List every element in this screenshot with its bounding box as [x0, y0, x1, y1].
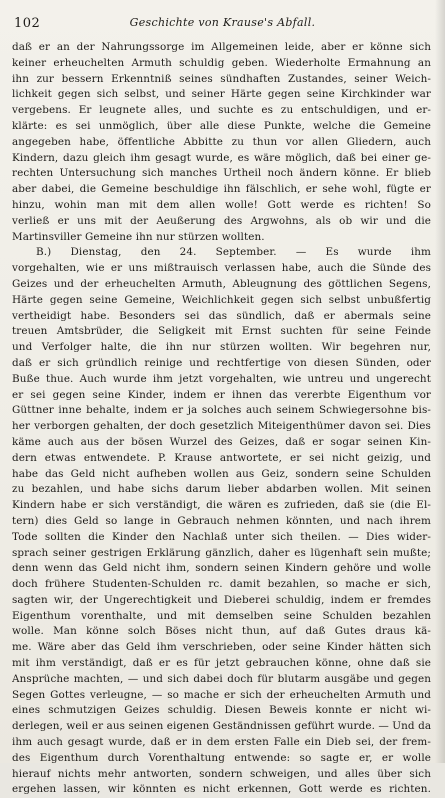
text-line: Buße thue. Auch wurde ihm jetzt vorgehalten, wie untreu und ungerecht: [12, 372, 431, 385]
text-line: Ansprüche machten, — und sich dabei doch für blutarm ausgäbe und gegen: [12, 672, 431, 685]
running-title: Geschichte von Krause's Abfall.: [129, 16, 316, 29]
text-line: wolle. Man könne solch Böses nicht thun, auf daß Gutes draus kä-: [12, 625, 431, 638]
paragraph-end-line: Martinsviller Gemeine ihn nur stürzen wollten.: [12, 230, 265, 243]
text-line: mit ihm verständigt, daß er es für jetzt gebrauchen könne, ohne daß sie: [12, 657, 431, 670]
section-heading-line: B.) Dienstag, den 24. September. — Es wurde ihm: [36, 246, 431, 259]
text-line: hierauf nichts mehr antworten, sondern schweigen, und alles über sich: [12, 767, 431, 780]
text-line: me. Wäre aber das Geld ihm verschrieben, oder seine Kinder hätten sich: [12, 641, 431, 654]
text-line: dern etwas entwendete. P. Krause antwortete, er sei nicht geizig, und: [12, 451, 431, 464]
page-number: 102: [14, 16, 41, 31]
text-line: ihm auch gesagt wurde, daß er in dem ersten Falle ein Dieb sei, der frem-: [12, 736, 431, 749]
text-line: käme auch aus der bösen Wurzel des Geizes, daß er sogar seinen Kin-: [12, 435, 431, 448]
text-line: Güttner inne behalte, indem er ja solches auch seinem Schwiegersohne bis-: [12, 404, 431, 417]
text-line: treuen Amtsbrüder, die Seligkeit mit Ernst suchten für seine Feinde: [12, 325, 431, 338]
text-line: eines schmutzigen Geizes schuldig. Diesen Beweis konnte er nicht wi-: [12, 704, 431, 717]
text-line: vergebens. Er leugnete alles, und suchte es zu entschuldigen, und er-: [12, 104, 431, 117]
text-line: Tode sollten die Kinder den Nachlaß unter sich theilen. — Dies wider-: [12, 530, 431, 543]
text-line: rechten Untersuchung sich manches Urtheil noch ändern könne. Er blieb: [12, 167, 431, 180]
text-line: angegeben habe, öffentliche Abbitte zu thun vor allen Gliedern, auch: [12, 135, 431, 148]
text-line: vertheidigt habe. Besonders sei das sündlich, daß er abermals seine: [12, 309, 431, 322]
text-line: derlegen, weil er aus seinen eigenen Geständnissen geführt wurde. — Und da: [12, 720, 431, 733]
text-line: hinzu, wohin man mit dem allen wolle! Gott werde es richten! So: [12, 198, 431, 211]
text-line: doch frühere Studenten-Schulden rc. damit bezahlen, so mache er sich,: [12, 578, 431, 591]
text-line: her verborgen gehalten, der doch gesetzlich Miteigenthümer davon sei. Dies: [12, 420, 431, 433]
page-header: [0, 16, 445, 36]
text-line: und Verfolger halte, die ihn nur stürzen wollten. Wir begehren nur,: [12, 341, 431, 354]
text-line: habe das Geld nicht aufheben wollen aus Geiz, sondern seine Schulden: [12, 467, 431, 480]
text-line: sagten wir, der Ungerechtigkeit und Dieberei schuldig, indem er fremdes: [12, 593, 431, 606]
text-line: Eigenthum vorenthalte, und mit demselben seine Schulden bezahlen: [12, 609, 431, 622]
text-line: zu bezahlen, und habe sichs darum lieber abdarben wollen. Mit seinen: [12, 483, 431, 496]
text-line: denn wenn das Geld nicht ihm, sondern seinen Kindern gehöre und wolle: [12, 562, 431, 575]
text-line: Kindern, dazu gleich ihm gesagt wurde, es wäre möglich, daß bei einer ge-: [12, 151, 431, 164]
text-line: keiner erheuchelten Armuth schuldig geben. Wiederholte Ermahnung an: [12, 56, 431, 69]
text-line: ergehen lassen, wir könnten es nicht erkennen, Gott werde es richten.: [12, 783, 431, 796]
text-line: tern) dies Geld so lange in Gebrauch nehmen könnten, und nach ihrem: [12, 514, 431, 527]
text-line: sprach seiner gestrigen Erklärung gänzlich, daher es lügenhaft sein mußte;: [12, 546, 431, 559]
text-line: er sei gegen seine Kinder, indem er ihnen das vererbte Eigenthum vor: [12, 388, 431, 401]
text-line: vorgehalten, wie er uns mißtrauisch verlassen habe, auch die Sünde des: [12, 262, 431, 275]
text-line: verließ er uns mit der Aeußerung des Argwohns, als ob wir und die: [12, 214, 431, 227]
text-line: lichkeit gegen sich selbst, und seiner Härte gegen seine Kirchkinder war: [12, 88, 431, 101]
text-line: ihn zur bessern Erkenntniß seines sündhaften Zustandes, seiner Weich-: [12, 72, 431, 85]
text-line: Geizes und der erheuchelten Armuth, Ableugnung des göttlichen Segens,: [12, 277, 431, 290]
text-body: [12, 40, 431, 798]
text-line: Kindern habe er sich verständigt, die wären es zufrieden, daß sie (die El-: [12, 499, 431, 512]
text-line: klärte: es sei unmöglich, über alle diese Punkte, welche die Gemeine: [12, 119, 431, 132]
text-line: des Eigenthum durch Vorenthaltung entwende: so sagte er, er wolle: [12, 751, 431, 764]
text-line: Segen Gottes verleugne, — so mache er sich der erheuchelten Armuth und: [12, 688, 431, 701]
text-line: aber dabei, die Gemeine beschuldige ihn fälschlich, er sehe wohl, fügte er: [12, 183, 431, 196]
text-line: Härte gegen seine Gemeine, Weichlichkeit gegen sich selbst unbußfertig: [12, 293, 431, 306]
text-line: daß er an der Nahrungssorge im Allgemeinen leide, aber er könne sich: [12, 41, 431, 53]
text-line: daß er sich gründlich reinige und rechtfertige von diesen Sünden, oder: [12, 356, 431, 369]
